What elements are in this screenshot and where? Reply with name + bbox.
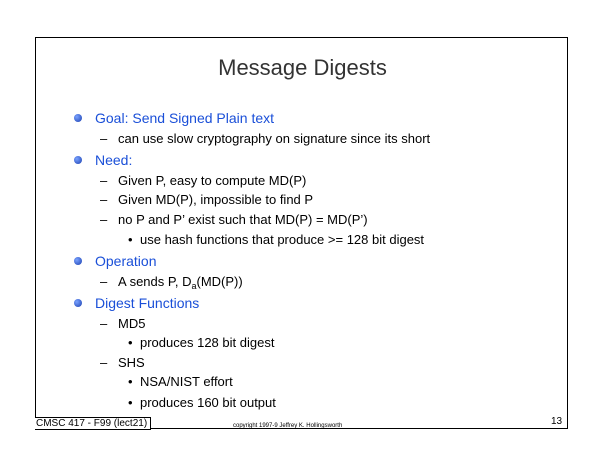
bullet-digest-functions: Digest Functions <box>95 295 200 311</box>
sub-bullet-need-3: – no P and P’ exist such that MD(P) = MD(P’) <box>100 212 368 227</box>
footer-copyright: copyright 1997-9 Jeffrey K. Hollingsworth <box>233 423 343 429</box>
sub-sub-bullet-shs-1: • NSA/NIST effort <box>128 374 233 389</box>
bullet-icon <box>74 156 82 164</box>
bullet-icon <box>74 114 82 122</box>
bullet-goal: Goal: Send Signed Plain text <box>95 110 275 126</box>
bullet-icon <box>74 299 82 307</box>
bullet-need: Need: <box>95 152 133 168</box>
bullet-icon <box>74 257 82 265</box>
sub-bullet-need-1: – Given P, easy to compute MD(P) <box>100 173 307 188</box>
bullet-operation: Operation <box>95 253 157 269</box>
sub-bullet-md5: – MD5 <box>100 316 146 331</box>
footer-course-label: CMSC 417 - F99 (lect21) <box>35 417 151 430</box>
slide-title: Message Digests <box>218 55 387 80</box>
sub-bullet-need-2: – Given MD(P), impossible to find P <box>100 192 314 207</box>
sub-sub-bullet-md5: • produces 128 bit digest <box>128 335 275 350</box>
sub-sub-bullet-need: • use hash functions that produce >= 128 bit digest <box>128 232 425 247</box>
sub-bullet-operation-1: – A sends P, $D_a(MD(P))$ <box>100 274 243 291</box>
page-number: 13 <box>551 416 563 427</box>
sub-sub-bullet-shs-2: • produces 160 bit output <box>128 395 276 410</box>
sub-bullet-goal-1: – can use slow cryptography on signature since its short <box>100 131 431 146</box>
sub-bullet-shs: – SHS <box>100 355 145 370</box>
